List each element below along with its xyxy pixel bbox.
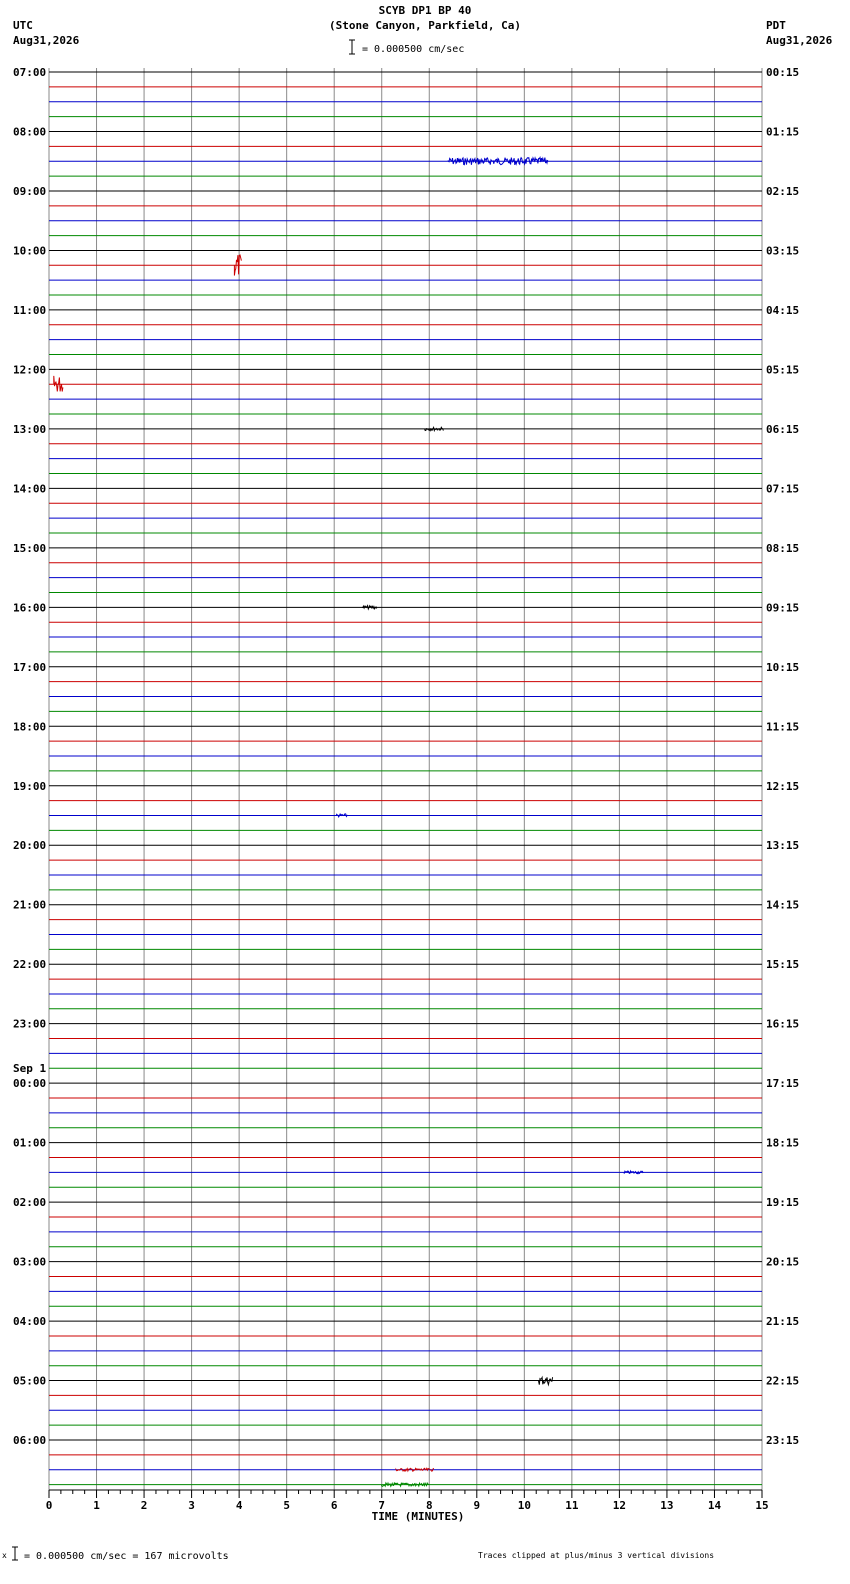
utc-hour-label: 02:00 bbox=[13, 1196, 47, 1210]
pdt-hour-label: 18:15 bbox=[766, 1136, 800, 1150]
x-tick-label: 12 bbox=[612, 1499, 627, 1512]
footer-clip-note: Traces clipped at plus/minus 3 vertical divisions bbox=[478, 1551, 715, 1560]
x-tick-label: 1 bbox=[93, 1499, 100, 1512]
utc-hour-label: 05:00 bbox=[13, 1374, 47, 1388]
utc-hour-label: 03:00 bbox=[13, 1255, 47, 1269]
x-tick-label: 14 bbox=[707, 1499, 722, 1512]
pdt-hour-label: 06:15 bbox=[766, 422, 800, 436]
footer-scale-icon bbox=[1, 1545, 21, 1561]
chart-subtitle: (Stone Canyon, Parkfield, Ca) bbox=[328, 19, 522, 32]
x-tick-label: 3 bbox=[188, 1499, 195, 1512]
pdt-hour-label: 01:15 bbox=[766, 125, 800, 139]
chart-title: SCYB DP1 BP 40 bbox=[378, 4, 472, 17]
seismic-event-trace bbox=[54, 376, 63, 392]
utc-hour-label: 07:00 bbox=[13, 66, 47, 79]
x-tick-label: 5 bbox=[283, 1499, 290, 1512]
pdt-hour-label: 00:15 bbox=[766, 66, 800, 79]
pdt-hour-label: 23:15 bbox=[766, 1434, 800, 1448]
x-axis-label: TIME (MINUTES) bbox=[371, 1510, 465, 1523]
right-date-label: Aug31,2026 bbox=[766, 34, 833, 47]
utc-hour-label: 00:00 bbox=[13, 1077, 47, 1091]
utc-hour-label: 21:00 bbox=[13, 898, 47, 912]
utc-hour-label: 19:00 bbox=[13, 779, 47, 793]
pdt-hour-label: 07:15 bbox=[766, 482, 800, 496]
utc-hour-label: 13:00 bbox=[13, 422, 47, 436]
utc-hour-label: 20:00 bbox=[13, 839, 47, 853]
x-tick-label: 8 bbox=[425, 1499, 433, 1512]
pdt-hour-label: 14:15 bbox=[766, 898, 800, 912]
date-change-label: Sep 1 bbox=[13, 1062, 47, 1075]
pdt-hour-label: 20:15 bbox=[766, 1255, 800, 1269]
x-tick-label: 2 bbox=[140, 1499, 148, 1512]
pdt-hour-label: 04:15 bbox=[766, 303, 800, 317]
pdt-hour-label: 09:15 bbox=[766, 601, 800, 615]
pdt-hour-label: 12:15 bbox=[766, 779, 800, 793]
utc-hour-label: 12:00 bbox=[13, 363, 47, 377]
x-tick-label: 4 bbox=[235, 1499, 243, 1512]
utc-hour-label: 17:00 bbox=[13, 660, 47, 674]
pdt-hour-label: 03:15 bbox=[766, 244, 800, 258]
left-timezone-label: UTC bbox=[13, 19, 33, 32]
pdt-hour-label: 17:15 bbox=[766, 1077, 800, 1091]
pdt-hour-label: 15:15 bbox=[766, 958, 800, 972]
x-tick-label: 0 bbox=[45, 1499, 53, 1512]
pdt-hour-label: 02:15 bbox=[766, 184, 800, 198]
utc-hour-label: 18:00 bbox=[13, 720, 47, 734]
utc-hour-label: 16:00 bbox=[13, 601, 47, 615]
seismic-event-trace bbox=[448, 158, 547, 165]
x-tick-label: 9 bbox=[473, 1499, 481, 1512]
seismic-event-trace bbox=[337, 814, 348, 817]
utc-hour-label: 10:00 bbox=[13, 244, 47, 258]
utc-hour-label: 11:00 bbox=[13, 303, 47, 317]
left-date-label: Aug31,2026 bbox=[13, 34, 80, 47]
x-tick-label: 13 bbox=[660, 1499, 674, 1512]
utc-hour-label: 09:00 bbox=[13, 184, 47, 198]
footer-scale-note: = 0.000500 cm/sec = 167 microvolts bbox=[24, 1551, 229, 1562]
utc-hour-label: 14:00 bbox=[13, 482, 47, 496]
seismic-event-trace bbox=[425, 427, 444, 430]
svg-text:x: x bbox=[2, 1551, 7, 1560]
pdt-hour-label: 08:15 bbox=[766, 541, 800, 555]
pdt-hour-label: 13:15 bbox=[766, 839, 800, 853]
pdt-hour-label: 19:15 bbox=[766, 1196, 800, 1210]
x-tick-label: 6 bbox=[330, 1499, 338, 1512]
x-tick-label: 15 bbox=[755, 1499, 769, 1512]
pdt-hour-label: 16:15 bbox=[766, 1017, 800, 1031]
scale-label: = 0.000500 cm/sec bbox=[362, 44, 465, 55]
pdt-hour-label: 11:15 bbox=[766, 720, 800, 734]
pdt-hour-label: 21:15 bbox=[766, 1315, 800, 1329]
utc-hour-label: 15:00 bbox=[13, 541, 47, 555]
x-tick-label: 11 bbox=[565, 1499, 579, 1512]
utc-hour-label: 22:00 bbox=[13, 958, 47, 972]
pdt-hour-label: 22:15 bbox=[766, 1374, 800, 1388]
utc-hour-label: 06:00 bbox=[13, 1434, 47, 1448]
seismic-event-trace bbox=[624, 1171, 643, 1174]
pdt-hour-label: 10:15 bbox=[766, 660, 800, 674]
utc-hour-label: 04:00 bbox=[13, 1315, 47, 1329]
pdt-hour-label: 05:15 bbox=[766, 363, 800, 377]
x-tick-label: 10 bbox=[517, 1499, 531, 1512]
right-timezone-label: PDT bbox=[766, 19, 786, 32]
x-tick-label: 7 bbox=[378, 1499, 386, 1512]
utc-hour-label: 01:00 bbox=[13, 1136, 47, 1150]
utc-hour-label: 08:00 bbox=[13, 125, 47, 139]
utc-hour-label: 23:00 bbox=[13, 1017, 47, 1031]
